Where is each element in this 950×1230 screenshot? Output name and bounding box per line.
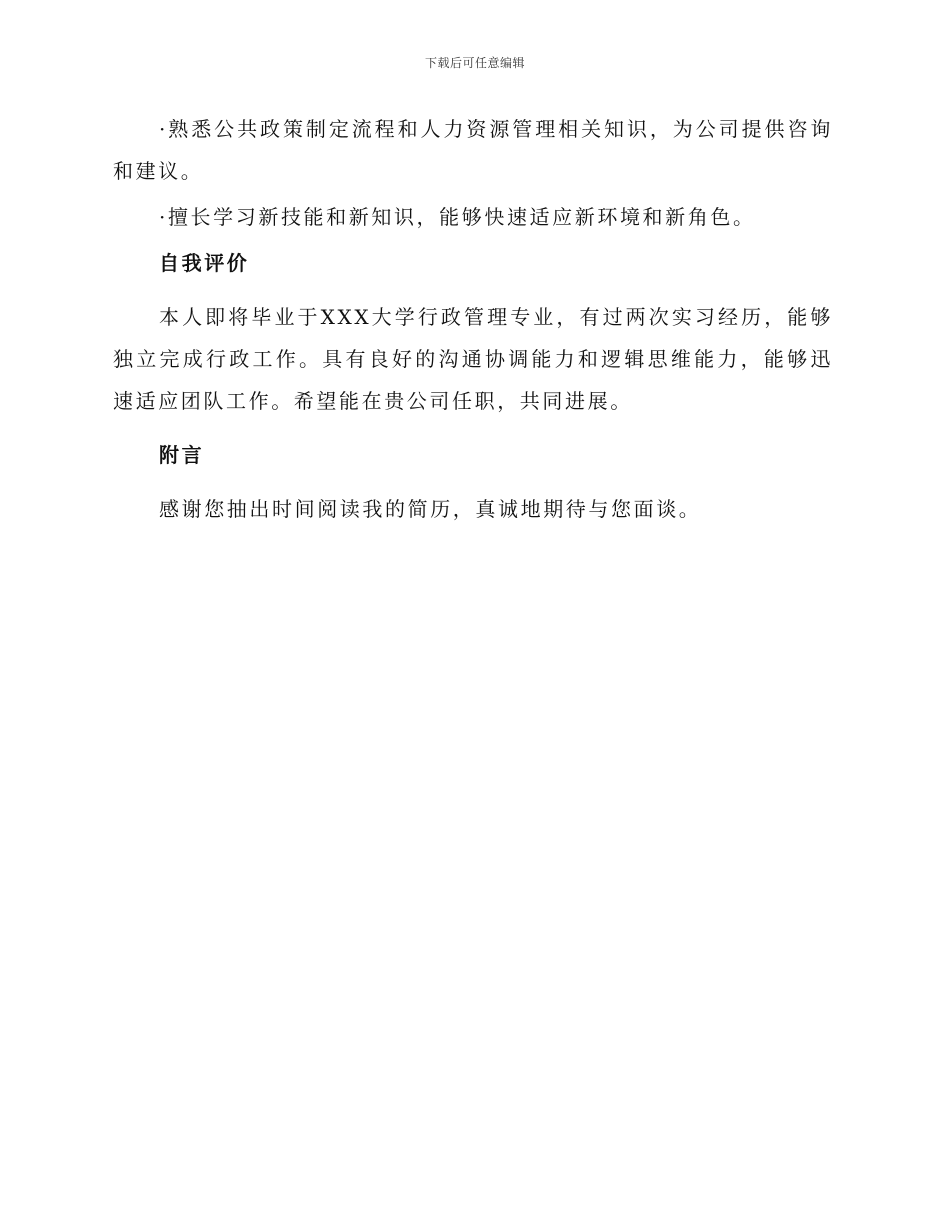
document-body bbox=[113, 108, 833, 530]
postscript-text: 感谢您抽出时间阅读我的简历，真诚地期待与您面谈。 bbox=[159, 497, 702, 521]
page-header: 下载后可任意编辑 bbox=[424, 56, 525, 70]
skill-item-learning: ·擅长学习新技能和新知识，能够快速适应新环境和新角色。 bbox=[159, 205, 756, 229]
self-evaluation-text: 本人即将毕业于XXX大学行政管理专业，有过两次实习经历，能够独立完成行政工作。具有良好的沟通协调能力和逻辑思维能力，能够迅速适应团队工作。希望能在贵公司任职，共同进展。 bbox=[113, 305, 833, 413]
self-evaluation-heading: 自我评价 bbox=[159, 251, 250, 275]
postscript-heading: 附言 bbox=[159, 443, 205, 467]
skill-item-policy: ·熟悉公共政策制定流程和人力资源管理相关知识，为公司提供咨询和建议。 bbox=[113, 117, 833, 183]
